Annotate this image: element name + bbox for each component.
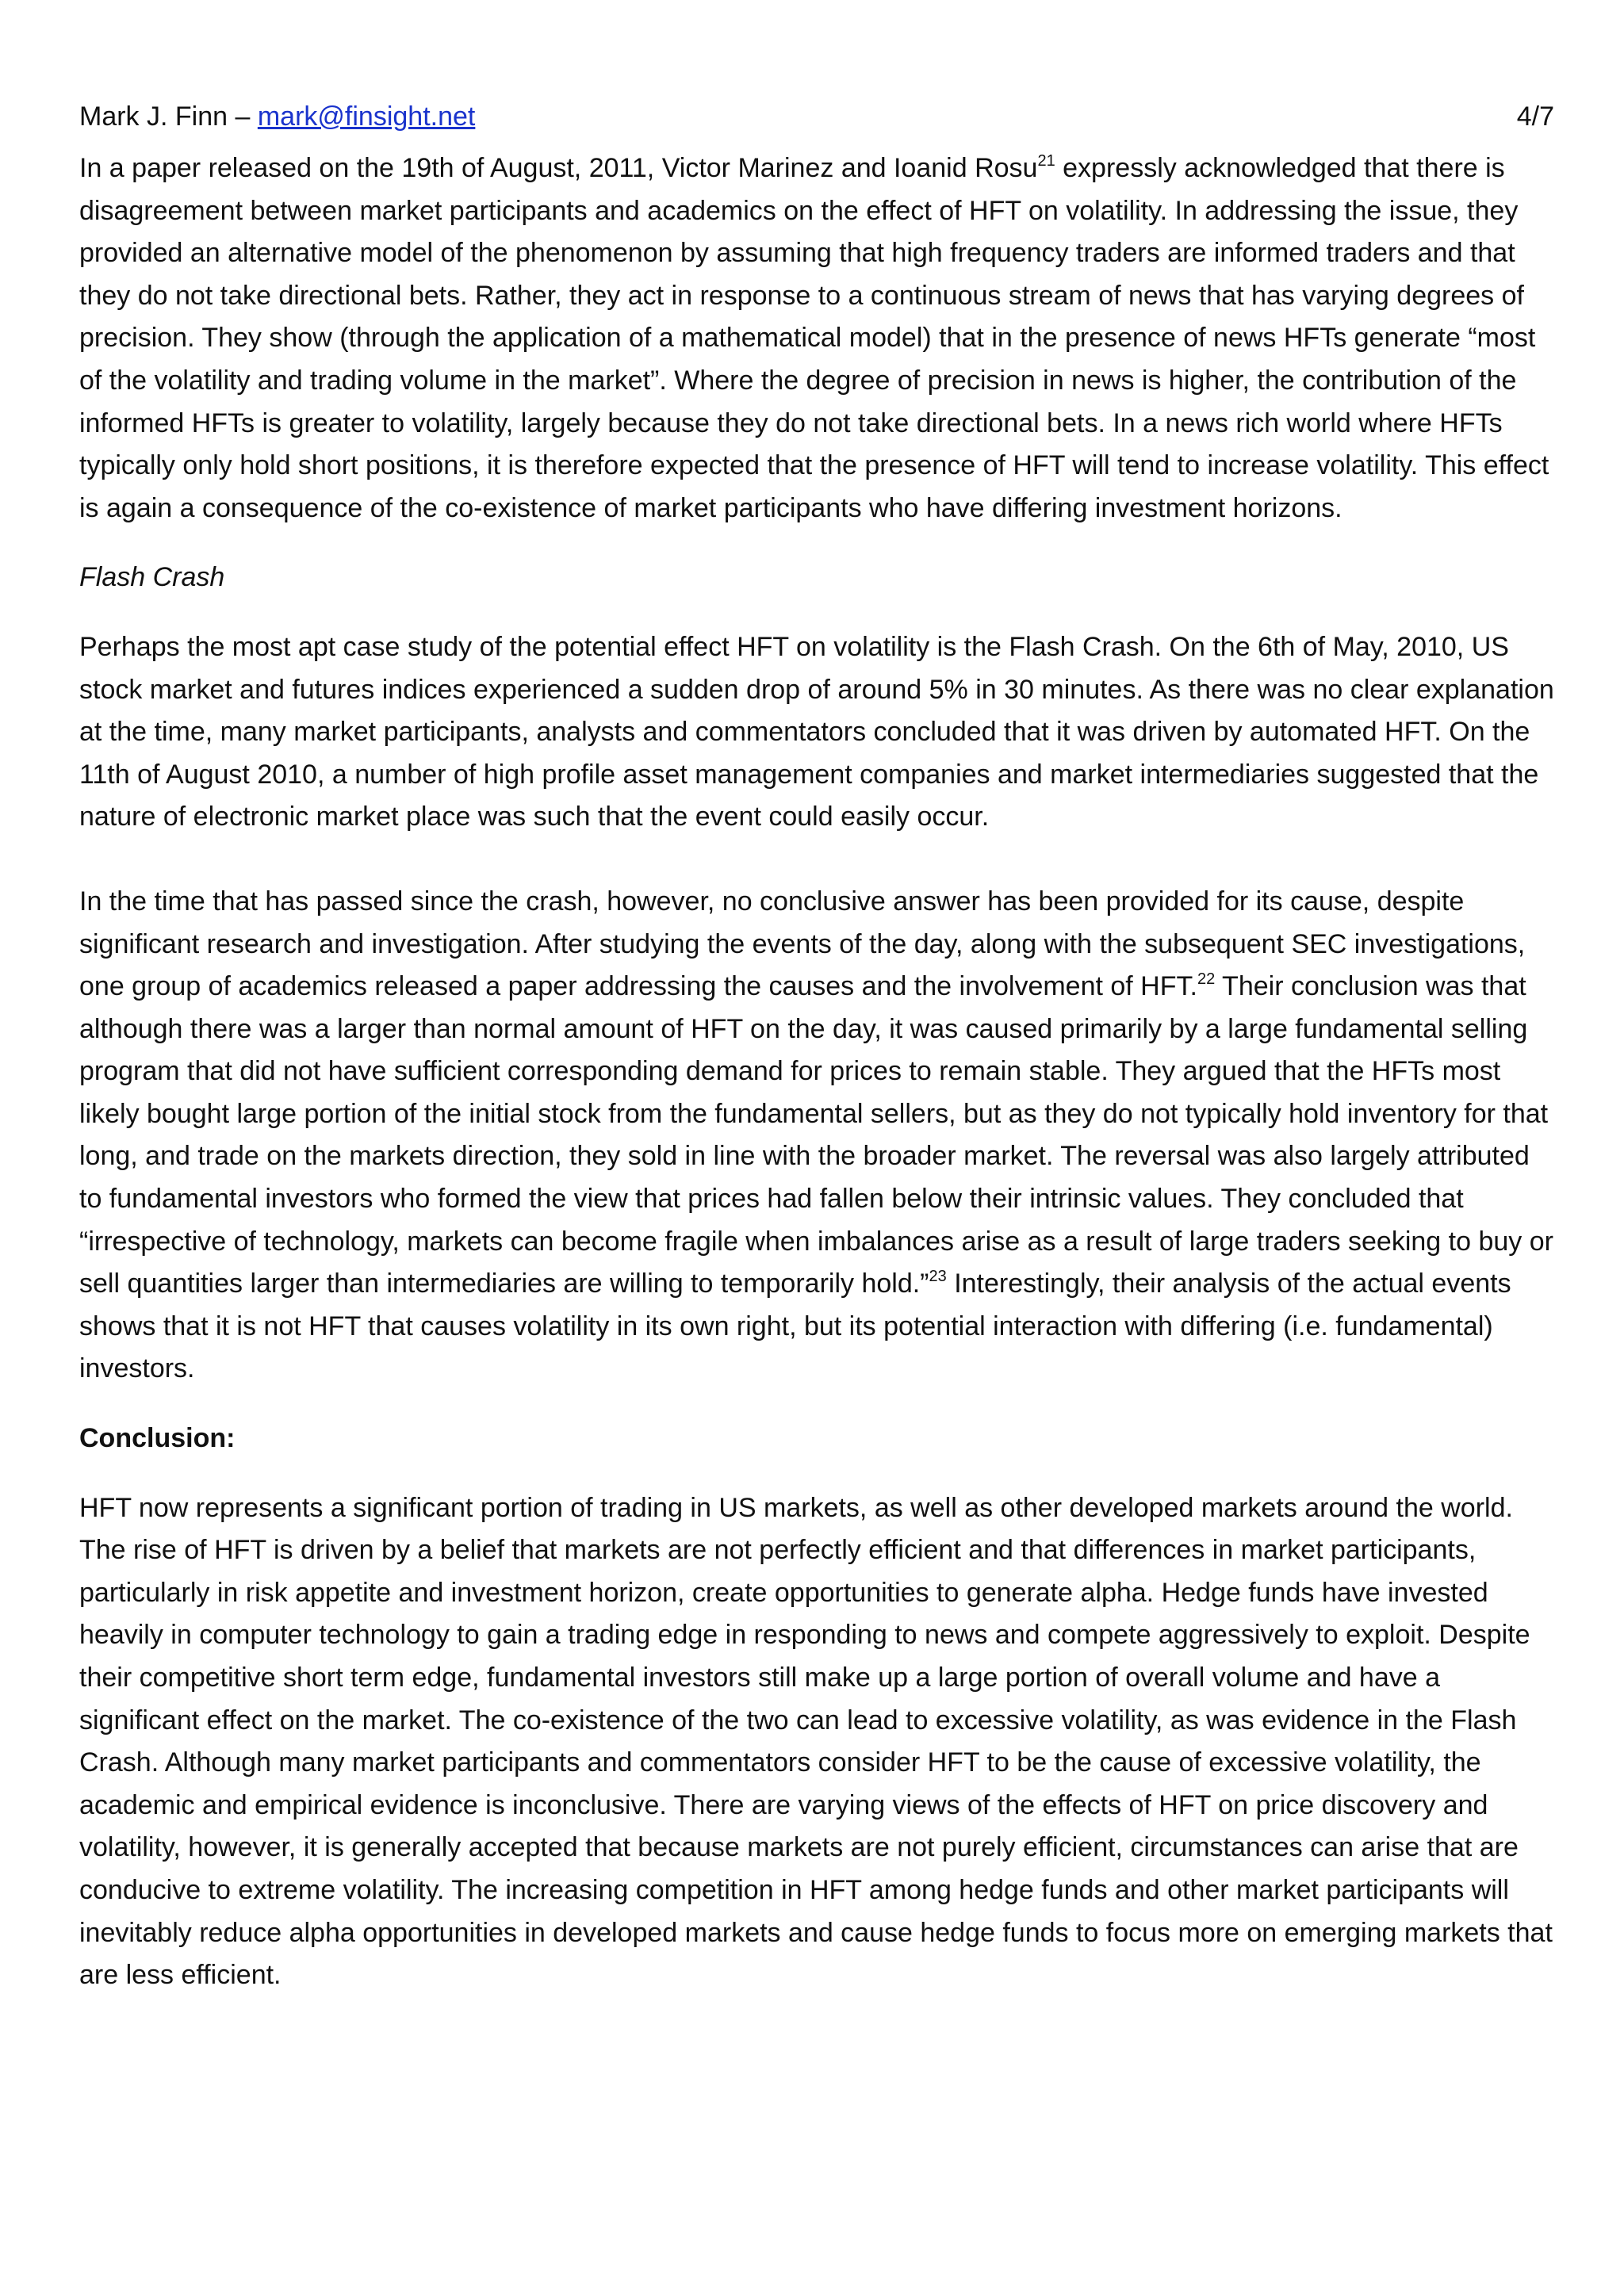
paragraph-hft-volatility-model <box>79 147 1554 530</box>
paragraph-text: In the time that has passed since the crash, however, no conclusive answer has been provided for its cause, despite significant research and investigation. After studying the events of the day, along with the subsequent SEC investigations, one group of academics released a paper addressing the causes and the involvement of HFT. <box>79 886 1526 1002</box>
paragraph-text: In a paper released on the 19th of August, 2011, Victor Marinez and Ioanid Rosu <box>79 153 1038 183</box>
footnote-ref-21[interactable]: 21 <box>1037 151 1055 170</box>
paragraph-text: expressly acknowledged that there is disagreement between market participants and academics on the effect of HFT on volatility. In addressing the issue, they provided an alternative model of the phenomenon by assuming that high frequency traders are informed traders and that they do not take directional bets. Rather, they act in response to a continuous stream of news that has varying degrees of precision. They show (through the application of a mathematical model) that in the presence of news HFTs generate “most of the volatility and trading volume in the market”. Where the degree of precision in news is higher, the contribution of the informed HFTs is greater to volatility, largely because they do not take directional bets. In a news rich world where HFTs typically only hold short positions, it is therefore expected that the presence of HFT will tend to increase volatility. This effect is again a consequence of the co-existence of market participants who have differing investment horizons. <box>79 153 1549 523</box>
footnote-ref-23[interactable]: 23 <box>929 1267 947 1285</box>
page-header <box>79 95 1554 138</box>
paragraph-text: Their conclusion was that although there was a larger than normal amount of HFT on the day, it was caused primarily by a large fundamental selling program that did not have sufficient corresponding demand for prices to remain stable. They argued that the HFTs most likely bought large portion of the initial stock from the fundamental sellers, but as they do not typically hold inventory for that long, and trade on the markets direction, they sold in line with the broader market. The reversal was also largely attributed to fundamental investors who formed the view that prices had fallen below their intrinsic values. They concluded that “irrespective of technology, markets can become fragile when imbalances arise as a result of large traders seeking to buy or sell quantities larger than intermediaries are willing to temporarily hold.” <box>79 971 1553 1299</box>
document-page <box>79 95 1554 2024</box>
page-number: 4/7 <box>1516 101 1554 132</box>
footnote-ref-22[interactable]: 22 <box>1197 970 1216 988</box>
author-name: Mark J. Finn – <box>79 101 258 132</box>
paragraph-flash-crash-analysis <box>79 881 1554 1391</box>
author-email-link[interactable]: mark@finsight.net <box>257 101 476 132</box>
section-heading-flash-crash: Flash Crash <box>79 562 225 593</box>
paragraph-text: Interestingly, their analysis of the actual events shows that it is not HFT that causes volatility in its own right, but its potential interaction with differing (i.e. fundamental) investors. <box>79 1269 1511 1384</box>
paragraph-flash-crash-intro: Perhaps the most apt case study of the potential effect HFT on volatility is the Flash Crash. On the 6th of May, 2010, US stock market and futures indices experienced a sudden drop of around 5% in 30 minutes. As there was no clear explanation at the time, many market participants, analysts and commentators concluded that it was driven by automated HFT. On the 11th of August 2010, a number of high profile asset management companies and market intermediaries suggested that the nature of electronic market place was such that the event could easily occur. <box>79 631 1554 832</box>
paragraph-conclusion: HFT now represents a significant portion of trading in US markets, as well as other developed markets around the world. The rise of HFT is driven by a belief that markets are not perfectly efficient and that differences in market participants, particularly in risk appetite and investment horizon, create opportunities to generate alpha. Hedge funds have invested heavily in computer technology to gain a trading edge in responding to news and compete aggressively to exploit. Despite their competitive short term edge, fundamental investors still make up a large portion of overall volume and have a significant effect on the market. The co-existence of the two can lead to excessive volatility, as was evidence in the Flash Crash. Although many market participants and commentators consider HFT to be the cause of excessive volatility, the academic and empirical evidence is inconclusive. There are varying views of the effects of HFT on price discovery and volatility, however, it is generally accepted that because markets are not purely efficient, circumstances can arise that are conducive to extreme volatility. The increasing competition in HFT among hedge funds and other market participants will inevitably reduce alpha opportunities in developed markets and cause hedge funds to focus more on emerging markets that are less efficient. <box>79 1492 1553 1991</box>
header-author <box>79 95 475 138</box>
section-heading-conclusion: Conclusion: <box>79 1423 236 1454</box>
